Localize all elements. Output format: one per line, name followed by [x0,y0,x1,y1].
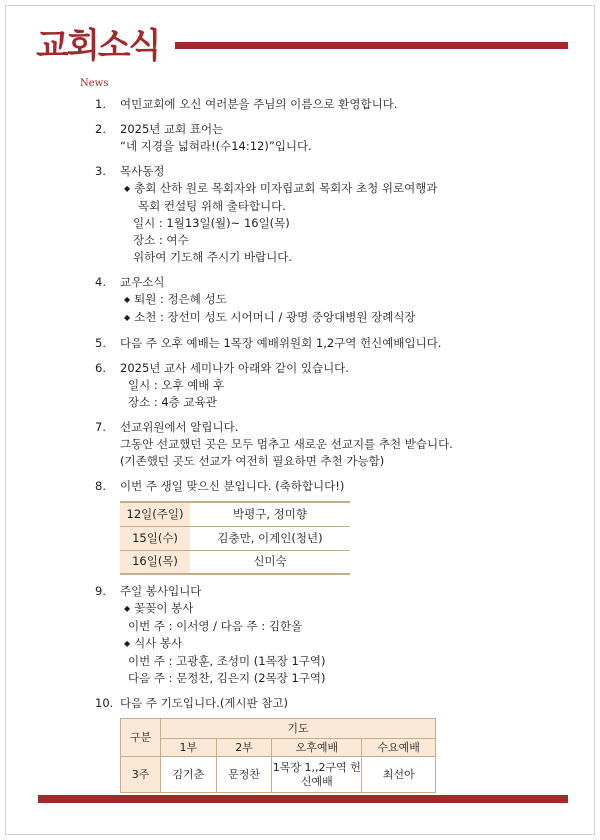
news-item-9 [95,583,565,687]
news-item-1 [95,96,565,113]
bullet-text: ◆ 소천 : 장선미 성도 시어머니 / 광명 중앙대병원 장례식장 [120,309,565,327]
item-number: 2. [95,122,106,136]
service-line: 이번 주 : 고광훈, 조성미 (1목장 1구역) [128,654,326,668]
subheader-cell: 수요예배 [362,739,436,757]
birthday-names: 김충만, 이계인(청년) [190,526,350,550]
table-row [120,526,350,550]
bullet-text: ◆ 퇴원 : 정은혜 성도 [120,291,565,309]
header-prayer: 기도 [161,719,436,739]
detail-date: 일시 : 오후 예배 후 [128,378,225,392]
motto-text: “네 지경을 넓혀라!(수14:12)”입니다. [120,139,312,153]
detail-place: 장소 : 여수 [133,233,189,247]
item-text: 그동안 선교했던 곳은 모두 멈추고 새로운 선교지를 추천 받습니다. [120,437,453,451]
subheader-cell: 오후예배 [272,739,362,757]
news-item-3 [95,163,565,266]
item-number: 10. [95,696,114,710]
logo-subtitle: News [80,78,109,89]
item-text: 다음 주 오후 예배는 1목장 예배위원회 1,2구역 헌신예배입니다. [120,336,442,350]
birthday-table [120,501,350,575]
item-title: 이번 주 생일 맞으신 분입니다. (축하합니다!) [120,479,345,493]
item-text: 2025년 교회 표어는 [120,122,224,136]
subheader-cell: 2부 [216,739,272,757]
item-title: 주일 봉사입니다 [120,584,202,598]
news-item-4 [95,274,565,327]
birthday-date: 15일(수) [120,526,190,550]
table-cell: 최선아 [362,757,436,793]
table-row [120,502,350,526]
table-row [120,550,350,574]
detail-date: 일시 : 1월13일(월)~ 16일(목) [133,216,290,230]
item-number: 9. [95,584,106,598]
service-line: 이번 주 : 이서영 / 다음 주 : 김한올 [128,619,303,633]
item-text: 여민교회에 오신 여러분을 주님의 이름으로 환영합니다. [120,97,398,111]
service-group-meal: ◆ 식사 봉사 [120,635,565,653]
detail-place: 장소 : 4층 교육관 [128,395,217,409]
news-item-7 [95,419,565,470]
header-rule [175,42,568,49]
news-item-8 [95,478,565,575]
news-item-2 [95,121,565,155]
birthday-names: 신미숙 [190,550,350,574]
news-list [95,96,565,801]
item-text: (기존했던 곳도 선교가 여전히 필요하면 추천 가능함) [120,454,385,468]
item-number: 4. [95,275,106,289]
item-title: 다음 주 기도입니다.(게시판 참고) [120,696,289,710]
header-category: 구분 [121,719,161,757]
news-item-10 [95,695,565,793]
item-number: 6. [95,361,106,375]
item-title: 2025년 교사 세미나가 아래와 같이 있습니다. [120,361,349,375]
bullet-text: ◆ 총회 산하 원로 목회자와 미자립교회 목회자 초청 위로여행과 [120,180,565,198]
item-number: 7. [95,420,106,434]
footer-rule [38,795,568,803]
table-subheader-row [121,739,436,757]
item-title: 교우소식 [120,275,165,289]
news-item-5 [95,335,565,352]
item-number: 5. [95,336,106,350]
prayer-table [120,718,436,793]
table-header-row [121,719,436,739]
row-label: 3주 [121,757,161,793]
item-title: 목사동정 [120,164,165,178]
table-cell: 문정찬 [216,757,272,793]
table-cell: 김기춘 [161,757,217,793]
table-cell: 1목장 1,,2구역 헌신예배 [272,757,362,793]
birthday-date: 12일(주일) [120,502,190,526]
item-text: 선교위원에서 알립니다. [120,420,239,434]
item-number: 8. [95,479,106,493]
service-line: 다음 주 : 문정찬, 김은지 (2목장 1구역) [128,671,326,685]
item-number: 3. [95,164,106,178]
logo-title: 교회소식 [36,26,160,66]
item-number: 1. [95,97,106,111]
detail-note: 위하여 기도해 주시기 바랍니다. [133,250,293,264]
subheader-cell: 1부 [161,739,217,757]
table-row [121,757,436,793]
bullet-text-cont: 목회 컨설팅 위해 출타합니다. [138,199,286,213]
service-group-flowers: ◆ 꽃꽂이 봉사 [120,600,565,618]
birthday-date: 16일(목) [120,550,190,574]
news-item-6 [95,360,565,411]
birthday-names: 박평구, 정미향 [190,502,350,526]
